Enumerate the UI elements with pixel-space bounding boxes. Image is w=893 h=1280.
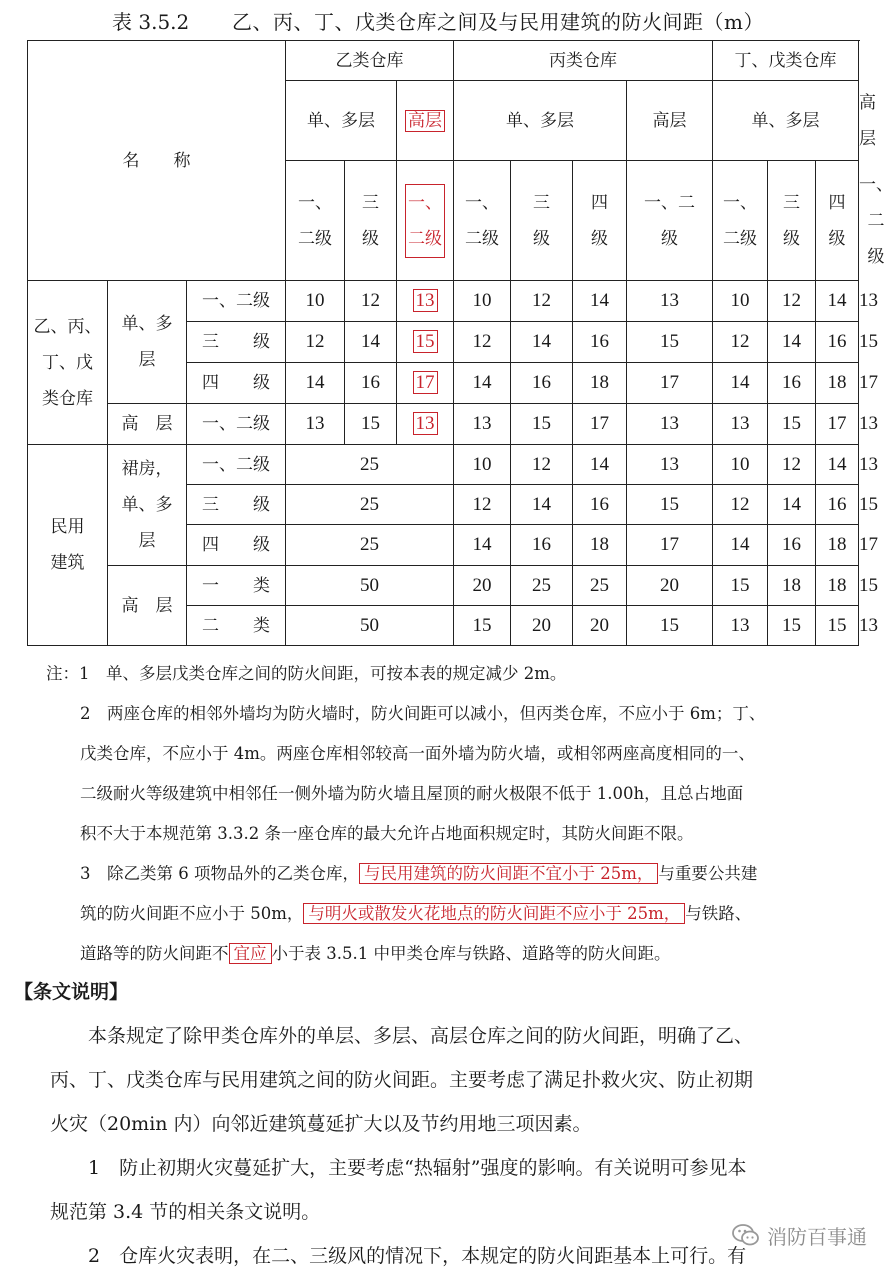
- cell: 18: [816, 363, 859, 404]
- watermark-text: 消防百事通: [767, 1224, 867, 1249]
- cell: 50: [286, 606, 454, 646]
- cell: 14: [511, 322, 573, 363]
- cell: 10: [454, 445, 511, 485]
- note-2-line: 二级耐火等级建筑中相邻任一侧外墙为防火墙且屋顶的耐火极限不低于 1.00h，且总占地面: [80, 784, 744, 803]
- cell: 12: [454, 485, 511, 525]
- grade-header: 一、 二级: [713, 161, 768, 281]
- highlight-box: 宜应: [229, 943, 272, 964]
- cell: 10: [286, 281, 345, 322]
- row-label: 一 类: [187, 566, 286, 606]
- cell: 18: [768, 566, 816, 606]
- row-subgroup-high: 高 层: [108, 404, 187, 445]
- cell: 13: [397, 404, 454, 445]
- row-label: 一、二级: [187, 281, 286, 322]
- row-label: 四 级: [187, 363, 286, 404]
- cell: 25: [286, 525, 454, 566]
- cell: 14: [768, 485, 816, 525]
- row-group-civil: 民用 建筑: [28, 445, 108, 646]
- cell: 14: [713, 525, 768, 566]
- table-row: 四 级 25 14 16 18 17 14 16 18 17: [28, 525, 859, 566]
- cell: 16: [816, 322, 859, 363]
- table-row: 三 级 12 14 15 12 14 16 15 12 14 16 15: [28, 322, 859, 363]
- cell: 16: [573, 485, 627, 525]
- cell: 14: [816, 281, 859, 322]
- cell: 18: [816, 525, 859, 566]
- cell: 17: [573, 404, 627, 445]
- grade-header: 一、 二级: [454, 161, 511, 281]
- grade-header: 三 级: [768, 161, 816, 281]
- table-row: 二 类 50 15 20 20 15 13 15 15 13: [28, 606, 859, 646]
- cell: 16: [816, 485, 859, 525]
- row-label: 一、二级: [187, 404, 286, 445]
- cell: 16: [345, 363, 397, 404]
- name-header: 名 称: [28, 41, 286, 281]
- cell: 16: [768, 363, 816, 404]
- cell: 15: [627, 485, 713, 525]
- cell: 16: [768, 525, 816, 566]
- cell: 15: [627, 606, 713, 646]
- cell: 20: [511, 606, 573, 646]
- cell: 14: [713, 363, 768, 404]
- cell: 15: [768, 606, 816, 646]
- cell: 13: [627, 281, 713, 322]
- cell: 12: [286, 322, 345, 363]
- cell: 13: [397, 281, 454, 322]
- cell: 14: [816, 445, 859, 485]
- cell: 10: [454, 281, 511, 322]
- cell: 12: [768, 445, 816, 485]
- cell: 16: [511, 363, 573, 404]
- cell: 12: [454, 322, 511, 363]
- grade-header: 一、二 级: [627, 161, 713, 281]
- cell: 12: [511, 445, 573, 485]
- paragraph-line: 本条规定了除甲类仓库外的单层、多层、高层仓库之间的防火间距，明确了乙、: [88, 1025, 754, 1047]
- cell: 25: [286, 445, 454, 485]
- explanation-heading: 【条文说明】: [14, 981, 129, 1003]
- cell: 14: [454, 363, 511, 404]
- grade-header: 一、 二级: [397, 161, 454, 281]
- row-label: 三 级: [187, 485, 286, 525]
- table-row: 高 层 一 类 50 20 25 25 20 15 18 18 15: [28, 566, 859, 606]
- cell: 14: [286, 363, 345, 404]
- row-label: 一、二级: [187, 445, 286, 485]
- note-2-line: 积不大于本规范第 3.3.2 条一座仓库的最大允许占地面积规定时，其防火间距不限。: [80, 824, 694, 843]
- highlight-box: 与民用建筑的防火间距不宜小于 25m，: [359, 863, 658, 884]
- watermark: [731, 1215, 867, 1255]
- cell: 14: [573, 445, 627, 485]
- note-3-line: 筑的防火间距不应小于 50m， 与明火或散发火花地点的防火间距不应小于 25m， 与铁路、: [80, 904, 752, 923]
- cell: 25: [573, 566, 627, 606]
- group-header-de: 丁、戊类仓库: [713, 41, 859, 81]
- cell: 50: [286, 566, 454, 606]
- row-subgroup-podium: 裙房， 单、多 层: [108, 445, 187, 566]
- cell: 12: [713, 485, 768, 525]
- cell: 20: [454, 566, 511, 606]
- note-2-line: 2 两座仓库的相邻外墙均为防火墙时，防火间距可以减小，但丙类仓库，不应小于 6m；丁、: [80, 704, 766, 723]
- row-label: 三 级: [187, 322, 286, 363]
- note-2-line: 戊类仓库，不应小于 4m。两座仓库相邻较高一面外墙为防火墙，或相邻两座高度相同的一、: [80, 744, 755, 763]
- cell: 18: [573, 525, 627, 566]
- b-multi-header: 单、多层: [286, 81, 397, 161]
- table-row: 四 级 14 16 17 14 16 18 17 14 16 18 17: [28, 363, 859, 404]
- grade-header: 一、 二级: [286, 161, 345, 281]
- cell: 17: [816, 404, 859, 445]
- cell: 16: [573, 322, 627, 363]
- cell: 25: [511, 566, 573, 606]
- cell: 18: [816, 566, 859, 606]
- wechat-icon: [731, 1220, 761, 1250]
- cell: 10: [713, 445, 768, 485]
- cell: 14: [573, 281, 627, 322]
- table-caption: 乙、丙、丁、戊类仓库之间及与民用建筑的防火间距（m）: [232, 10, 764, 34]
- fire-distance-table: 名 称 乙类仓库 丙类仓库 丁、戊类仓库 单、多层 高层 单、多层 高层 单、多层 高 层 一、 二级 三 级 一、 二级 一、 二级 三 级 四 级 一、二 级 一、 二级 三 级 四 级 一、 二 级 乙、丙、 丁、戊 类仓库 单、多 层 一、二级 10 12 13 10 12 14 13 10 12 14 13 三 级 12 14 15 12 14 16 15 12 14 16 15 四 级 14 16 17 14 16 18 17 14 16 18 17 高 层 一、二级 13 15 13 13 15 17 13 13 15 17 13 民用 建筑 裙房， 单、多 层 一、二级 25 10 12 14 13 10 12 14 13 三 级 25 12 14 16 15 12 14 16 15 四 级 25 14 16 18 17 14 16 18 17 高 层 一 类 50 20 25 25 20 15 18 18 15 二 类 50 15 20 20 15 13 15 15 13: [27, 40, 859, 646]
- cell: 12: [511, 281, 573, 322]
- cell: 17: [397, 363, 454, 404]
- paragraph-line: 丙、丁、戊类仓库与民用建筑之间的防火间距。主要考虑了满足扑救火灾、防止初期: [50, 1069, 754, 1091]
- cell: 14: [454, 525, 511, 566]
- cell: 17: [627, 363, 713, 404]
- row-subgroup-multi: 单、多 层: [108, 281, 187, 404]
- c-high-header: 高层: [627, 81, 713, 161]
- grade-header: 三 级: [511, 161, 573, 281]
- row-group-warehouse: 乙、丙、 丁、戊 类仓库: [28, 281, 108, 445]
- cell: 15: [627, 322, 713, 363]
- cell: 15: [454, 606, 511, 646]
- note-3-line: 道路等的防火间距不 宜应 小于表 3.5.1 中甲类仓库与铁路、道路等的防火间距。: [80, 944, 671, 963]
- cell: 13: [286, 404, 345, 445]
- note-3-line: 3 除乙类第 6 项物品外的乙类仓库， 与民用建筑的防火间距不宜小于 25m， 与重要公共建: [80, 864, 758, 883]
- cell: 12: [713, 322, 768, 363]
- cell: 10: [713, 281, 768, 322]
- group-header-c: 丙类仓库: [454, 41, 713, 81]
- cell: 15: [768, 404, 816, 445]
- de-multi-header: 单、多层: [713, 81, 859, 161]
- cell: 25: [286, 485, 454, 525]
- cell: 13: [627, 445, 713, 485]
- grade-header: 四 级: [816, 161, 859, 281]
- grade-header: 四 级: [573, 161, 627, 281]
- cell: 12: [345, 281, 397, 322]
- note-1: 注：1 单、多层戊类仓库之间的防火间距，可按本表的规定减少 2m。: [46, 664, 567, 683]
- table-row: 三 级 25 12 14 16 15 12 14 16 15: [28, 485, 859, 525]
- c-multi-header: 单、多层: [454, 81, 627, 161]
- table-number: 表 3.5.2: [112, 10, 190, 34]
- cell: 15: [816, 606, 859, 646]
- cell: 18: [573, 363, 627, 404]
- cell: 13: [627, 404, 713, 445]
- cell: 20: [573, 606, 627, 646]
- group-header-b: 乙类仓库: [286, 41, 454, 81]
- paragraph-line: 规范第 3.4 节的相关条文说明。: [50, 1201, 321, 1223]
- paragraph-line: 1 防止初期火灾蔓延扩大，主要考虑“热辐射”强度的影响。有关说明可参见本: [88, 1157, 747, 1179]
- cell: 14: [511, 485, 573, 525]
- cell: 12: [768, 281, 816, 322]
- table-row: 乙、丙、 丁、戊 类仓库 单、多 层 一、二级 10 12 13 10 12 14 13 10 12 14 13: [28, 281, 859, 322]
- cell: 15: [511, 404, 573, 445]
- cell: 13: [454, 404, 511, 445]
- table-row: 民用 建筑 裙房， 单、多 层 一、二级 25 10 12 14 13 10 12 14 13: [28, 445, 859, 485]
- cell: 15: [397, 322, 454, 363]
- table-title: [0, 4, 885, 40]
- cell: 15: [713, 566, 768, 606]
- table-row: 高 层 一、二级 13 15 13 13 15 17 13 13 15 17 13: [28, 404, 859, 445]
- paragraph-line: 2 仓库火灾表明，在二、三级风的情况下，本规定的防火间距基本上可行。有: [88, 1245, 747, 1267]
- cell: 17: [627, 525, 713, 566]
- row-label: 二 类: [187, 606, 286, 646]
- cell: 13: [713, 606, 768, 646]
- cell: 16: [511, 525, 573, 566]
- cell: 14: [345, 322, 397, 363]
- cell: 20: [627, 566, 713, 606]
- cell: 15: [345, 404, 397, 445]
- cell: 13: [713, 404, 768, 445]
- paragraph-line: 火灾（20min 内）向邻近建筑蔓延扩大以及节约用地三项因素。: [50, 1113, 592, 1135]
- row-label: 四 级: [187, 525, 286, 566]
- b-high-header: 高层: [397, 81, 454, 161]
- row-subgroup-high: 高 层: [108, 566, 187, 646]
- highlight-box: 与明火或散发火花地点的防火间距不应小于 25m，: [303, 903, 685, 924]
- cell: 14: [768, 322, 816, 363]
- grade-header: 三 级: [345, 161, 397, 281]
